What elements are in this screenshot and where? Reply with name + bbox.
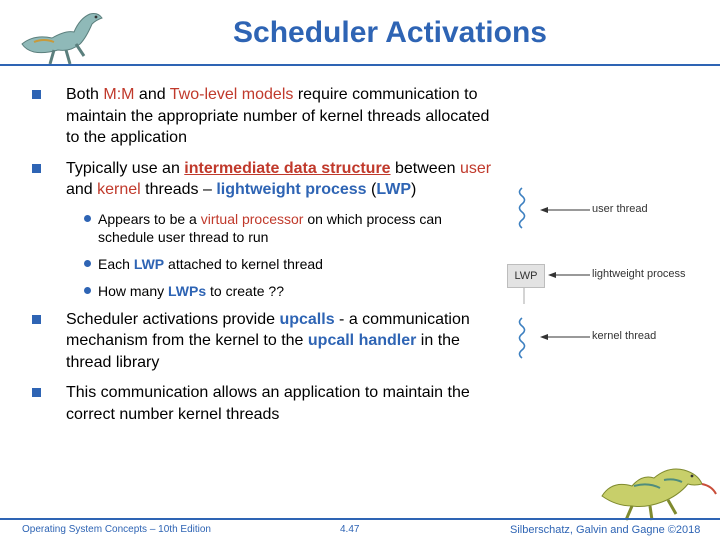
bullet-text-segment: kernel bbox=[97, 181, 141, 198]
bullet-text-segment: How many bbox=[98, 282, 169, 299]
bullet-text-segment: Both bbox=[66, 86, 104, 103]
bullet-text-segment: Each bbox=[98, 255, 134, 272]
bullet-square-icon bbox=[32, 388, 41, 397]
kernel-thread-label: kernel thread bbox=[592, 330, 657, 342]
footer-page-number: 4.47 bbox=[340, 524, 360, 535]
footer-authors: Silberschatz, Galvin and Gagne ©2018 bbox=[510, 524, 701, 536]
bullet-text-segment: in the thread library bbox=[66, 332, 460, 371]
bullet-item bbox=[14, 84, 494, 149]
lwp-diagram bbox=[500, 182, 710, 372]
kernel-thread-squiggle bbox=[520, 318, 525, 358]
bullet-text-segment: between bbox=[390, 159, 460, 177]
bullet-square-icon bbox=[32, 315, 41, 324]
bullet-item bbox=[14, 309, 494, 374]
bullet-square-icon bbox=[32, 90, 41, 99]
footer-rule bbox=[0, 518, 720, 520]
bullet-item bbox=[14, 158, 494, 201]
bullet-text-segment: threads – bbox=[140, 181, 217, 198]
bullet-text-segment: and bbox=[66, 181, 98, 198]
bullet-text-segment: Appears to be a bbox=[98, 210, 201, 227]
bullet-text-segment: attached to kernel thread bbox=[164, 255, 323, 272]
bullet-text-segment: lightweight process bbox=[216, 181, 367, 198]
lightweight-process-label: lightweight process bbox=[592, 268, 686, 280]
sub-bullet-item bbox=[14, 255, 494, 273]
bullet-dot-icon bbox=[84, 260, 91, 267]
bullet-text-segment: Two-level models bbox=[169, 86, 294, 103]
user-thread-squiggle bbox=[520, 188, 525, 228]
lwp-box: LWP bbox=[507, 264, 545, 288]
bullet-text-segment: ) bbox=[411, 181, 417, 198]
bullet-text-segment: to create ?? bbox=[206, 282, 284, 299]
bullet-text-segment: This communication allows an application to maintain the correct number kernel threads bbox=[66, 384, 470, 423]
bullet-text-segment: Scheduler activations provide bbox=[66, 310, 280, 328]
bullet-text-segment: LWP bbox=[133, 255, 165, 272]
footer-book-title: Operating System Concepts – 10th Edition bbox=[22, 524, 211, 535]
bullet-item bbox=[14, 382, 494, 425]
bullet-text-segment: LWPs bbox=[168, 282, 207, 299]
bullet-text-segment: ( bbox=[366, 181, 377, 198]
bullet-dot-icon bbox=[84, 287, 91, 294]
bullet-text-segment: - a communication mechanism from the kernel to the bbox=[66, 310, 470, 349]
sub-bullet-item bbox=[14, 210, 494, 246]
bullet-text-segment: and bbox=[134, 86, 170, 103]
bullet-text-segment: require communication to maintain the appropriate number of kernel threads allocated to the application bbox=[66, 86, 490, 146]
bullet-text-segment: virtual processor bbox=[200, 210, 304, 227]
bullet-text-segment: LWP bbox=[376, 181, 412, 198]
title-rule bbox=[0, 64, 720, 66]
bullet-text-segment: upcall handler bbox=[307, 332, 417, 349]
bullet-text-segment: Typically use an bbox=[66, 159, 185, 177]
sub-bullet-item bbox=[14, 282, 494, 300]
bullet-dot-icon bbox=[84, 215, 91, 222]
bullet-text-segment: user bbox=[459, 159, 492, 177]
bullet-text-segment: on which process can schedule user thread to run bbox=[98, 210, 442, 245]
bullet-text-segment: M:M bbox=[103, 86, 135, 103]
slide-title: Scheduler Activations bbox=[233, 16, 547, 49]
user-thread-label: user thread bbox=[592, 203, 648, 215]
dinosaur-logo bbox=[14, 4, 114, 66]
bullet-square-icon bbox=[32, 164, 41, 173]
bullet-text-segment: upcalls bbox=[279, 310, 335, 328]
bullet-text-segment: intermediate data structure bbox=[184, 159, 391, 177]
dinosaur-footer-logo bbox=[598, 456, 720, 522]
bullet-list bbox=[14, 84, 494, 434]
